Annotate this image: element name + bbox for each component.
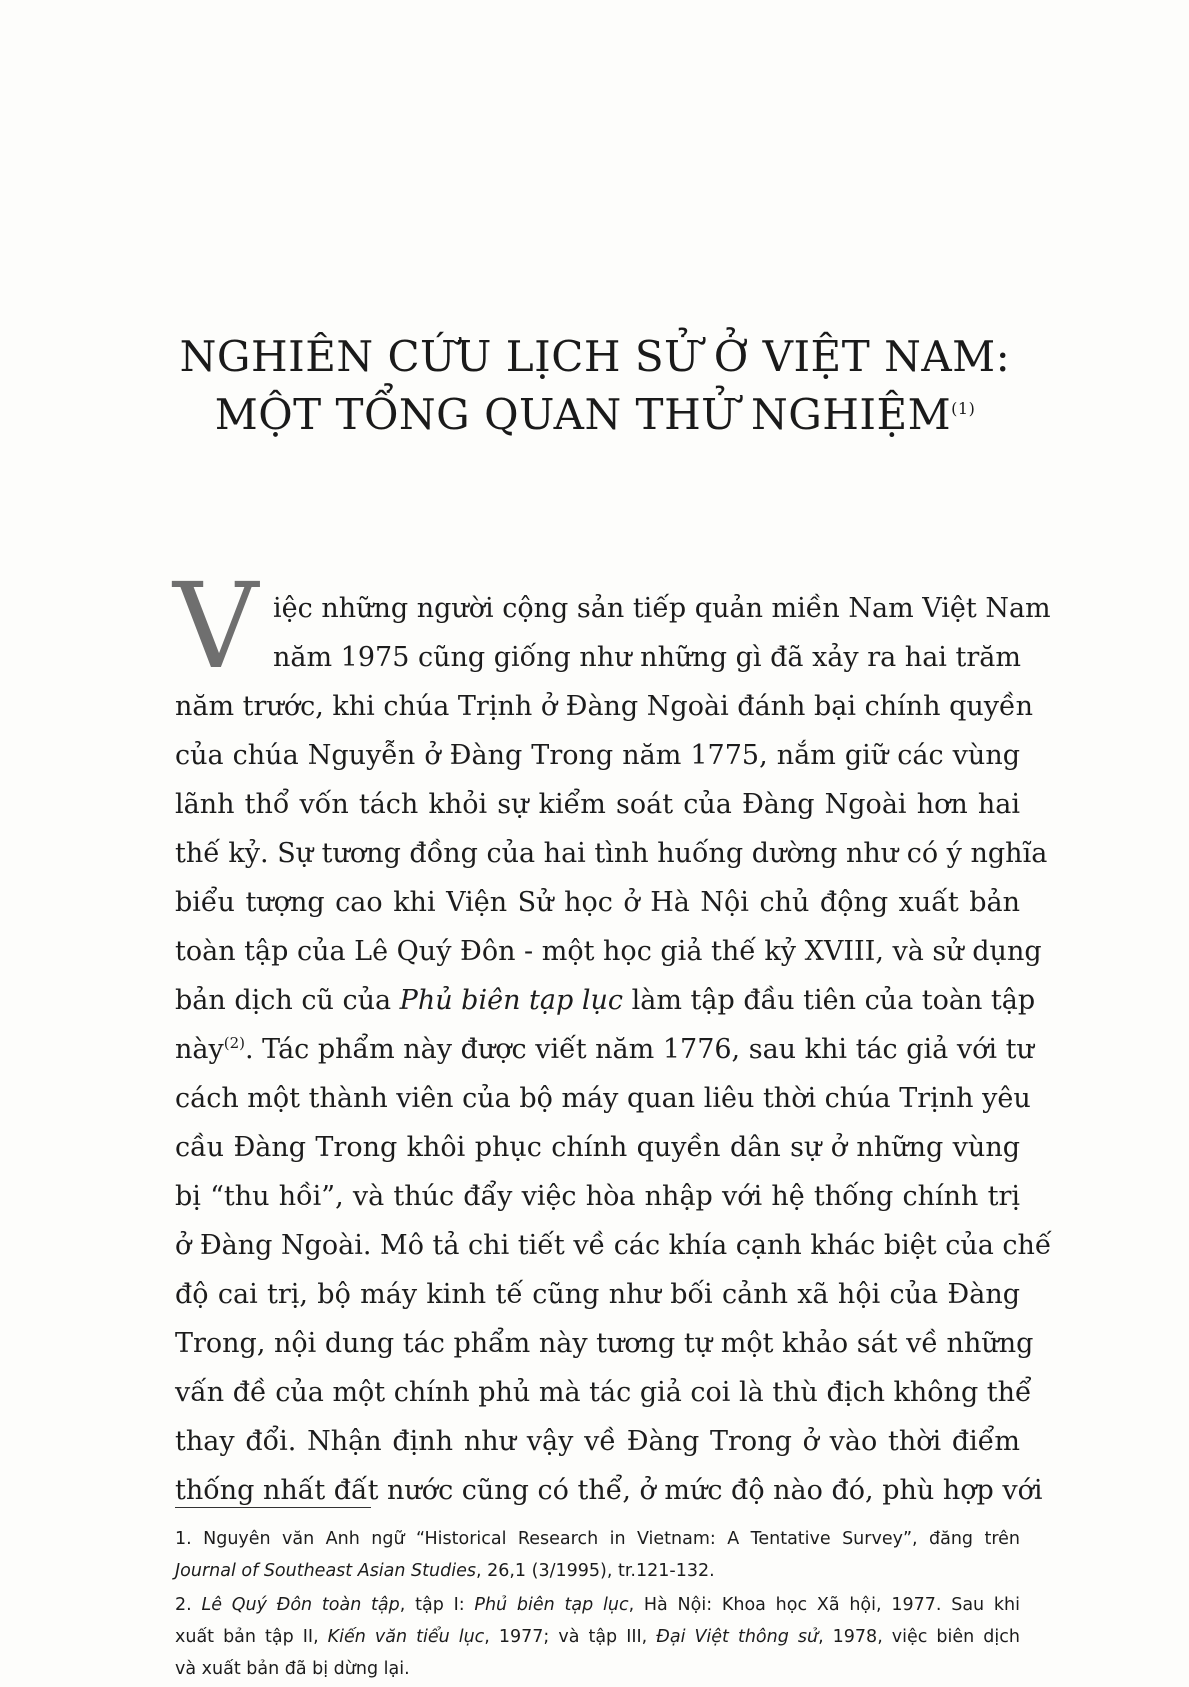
body-line: vấn đề của một chính phủ mà tác giả coi là thù địch không thể (175, 1377, 1032, 1408)
body-line: thế kỷ. Sự tương đồng của hai tình huống dường như có ý nghĩa (175, 838, 1048, 869)
body-line (175, 976, 1036, 1025)
drop-cap: V (173, 557, 259, 695)
footnote-line (175, 1555, 1020, 1587)
footnote-line: 1. Nguyên văn Anh ngữ “Historical Research in Vietnam: A Tentative Survey”, đăng trên (175, 1529, 1020, 1549)
footnote-divider (175, 1507, 371, 1508)
footnote-text-segment: , 1978, việc biên dịch (818, 1627, 1020, 1647)
book-title-italic: Kiến văn tiểu lục (327, 1627, 485, 1647)
book-title-italic: Phủ biên tạp lục (474, 1595, 629, 1615)
body-text (175, 584, 1052, 1515)
book-title-italic: Lê Quý Đôn toàn tập (201, 1595, 400, 1615)
footnote-line: và xuất bản đã bị dừng lại. (175, 1659, 410, 1679)
body-line: lãnh thổ vốn tách khỏi sự kiểm soát của Đàng Ngoài hơn hai (175, 789, 1020, 820)
body-line: biểu tượng cao khi Viện Sử học ở Hà Nội chủ động xuất bản (175, 887, 1020, 918)
body-line: iệc những người cộng sản tiếp quản miền Nam Việt Nam (273, 593, 1051, 624)
footnote-text-segment: , 26,1 (3/1995), tr.121-132. (475, 1561, 715, 1581)
body-line: bị “thu hồi”, và thúc đẩy việc hòa nhập với hệ thống chính trị (175, 1181, 1020, 1212)
body-line: thống nhất đất nước cũng có thể, ở mức độ nào đó, phù hợp với (175, 1475, 1043, 1506)
body-line: thay đổi. Nhận định như vậy về Đàng Trong ở vào thời điểm (175, 1426, 1020, 1457)
footnote-line (175, 1621, 1020, 1653)
body-line: Trong, nội dung tác phẩm này tương tự một khảo sát về những (175, 1328, 1034, 1359)
body-line: độ cai trị, bộ máy kinh tế cũng như bối cảnh xã hội của Đàng (175, 1279, 1020, 1310)
body-text-segment: này (175, 1034, 224, 1065)
body-line (175, 1025, 1034, 1074)
body-text-segment: làm tập đầu tiên của toàn tập (623, 985, 1036, 1016)
chapter-title-line-2: MỘT TỔNG QUAN THỬ NGHIỆM (214, 390, 952, 439)
book-title-italic: Phủ biên tạp lục (399, 985, 624, 1016)
body-line: năm trước, khi chúa Trịnh ở Đàng Ngoài đánh bại chính quyền (175, 691, 1034, 722)
body-line: của chúa Nguyễn ở Đàng Trong năm 1775, nắm giữ các vùng (175, 740, 1020, 771)
body-line: cầu Đàng Trong khôi phục chính quyền dân sự ở những vùng (175, 1132, 1020, 1163)
title-footnote-mark: (1) (951, 399, 976, 418)
journal-title-italic: Journal of Southeast Asian Studies (175, 1561, 476, 1581)
footnote-text-segment: , tập I: (399, 1595, 475, 1615)
footnote-text-segment: , Hà Nội: Khoa học Xã hội, 1977. Sau khi (628, 1595, 1020, 1615)
footnote-2 (175, 1589, 1020, 1685)
body-line: toàn tập của Lê Quý Đôn - một học giả thế kỷ XVIII, và sử dụng (175, 936, 1042, 967)
footnote-line (175, 1589, 1020, 1621)
chapter-title-line-1: NGHIÊN CỨU LỊCH SỬ Ở VIỆT NAM: (179, 332, 1011, 381)
body-text-segment: bản dịch cũ của (175, 985, 400, 1016)
body-line: cách một thành viên của bộ máy quan liêu thời chúa Trịnh yêu (175, 1083, 1031, 1114)
body-line: ở Đàng Ngoài. Mô tả chi tiết về các khía cạnh khác biệt của chế (175, 1230, 1052, 1261)
footnote-text-segment: , 1977; và tập III, (484, 1627, 657, 1647)
footnote-mark: (2) (223, 1034, 245, 1052)
footnote-text-segment: xuất bản tập II, (175, 1627, 328, 1647)
chapter-title (175, 328, 1015, 444)
body-text-segment: . Tác phẩm này được viết năm 1776, sau khi tác giả với tư (245, 1034, 1034, 1065)
footnote-1 (175, 1523, 1020, 1587)
footnotes (175, 1523, 1020, 1687)
footnote-text-segment: 2. (175, 1595, 202, 1615)
body-line: năm 1975 cũng giống như những gì đã xảy ra hai trăm (273, 642, 1021, 673)
book-title-italic: Đại Việt thông sử (656, 1627, 819, 1647)
